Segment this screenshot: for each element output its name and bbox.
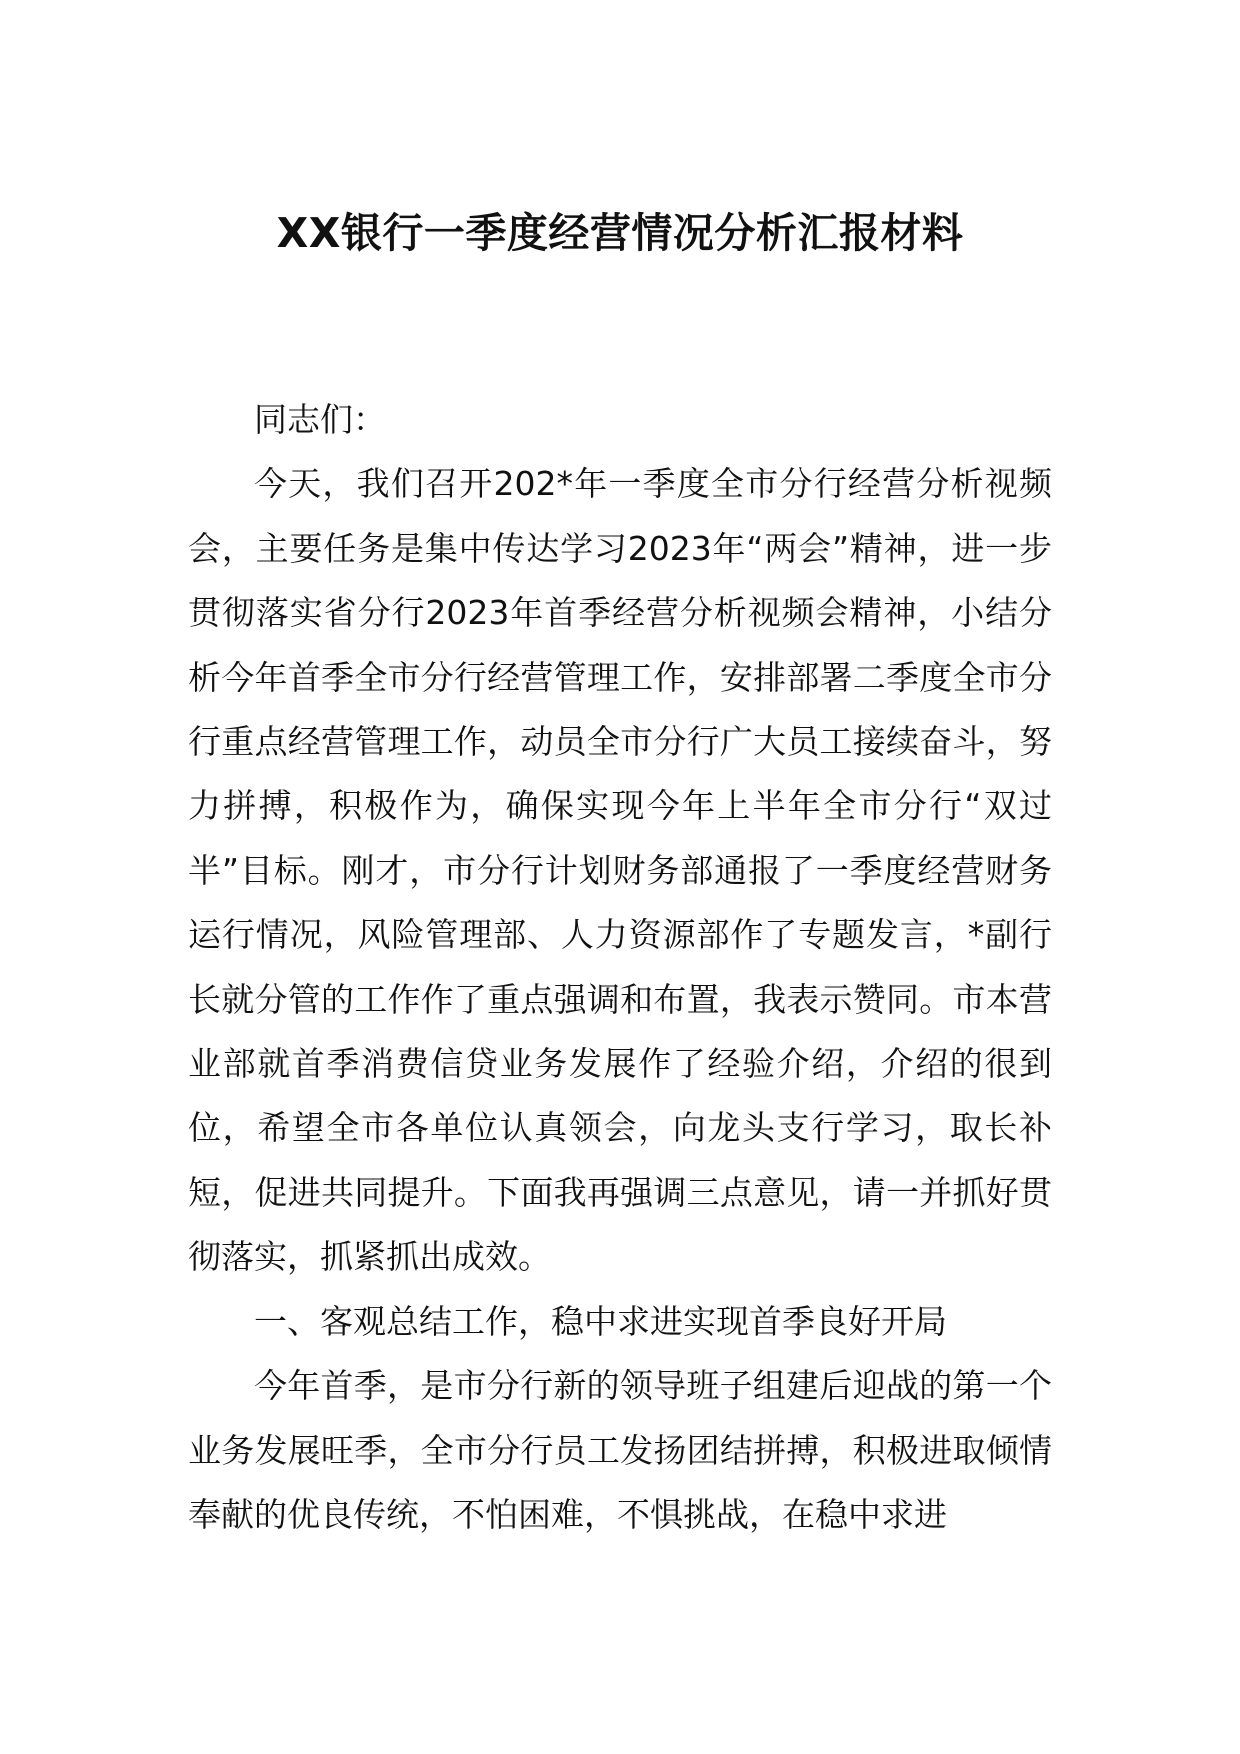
section-heading-1: 一、客观总结工作，稳中求进实现首季良好开局 [254,1301,947,1341]
document-title: XX银行一季度经营情况分析汇报材料 [276,209,964,257]
paragraph-intro: 今天，我们召开202*年一季度全市分行经营分析视频会，主要任务是集中传达学习2023年“两会”精神，进一步贯彻落实省分行2023年首季经营分析视频会精神，小结分析今年首季全市分行经营管理工作，安排部署二季度全市分行重点经营管理工作，动员全市分行广大员工接续奋斗，努力拼搏，积极作为，确保实现今年上半年全市分行“双过半”目标。刚才，市分行计划财务部通报了一季度经营财务运行情况，风险管理部、人力资源部作了专题发言，*副行长就分管的工作作了重点强调和布置，我表示赞同。市本营业部就首季消费信贷业务发展作了经验介绍，介绍的很到位，希望全市各单位认真领会，向龙头支行学习，取长补短，促进共同提升。下面我再强调三点意见，请一并抓好贯彻落实，抓紧抓出成效。 [188,464,1052,1277]
document-body [188,388,1052,1547]
paragraph-section-1: 今年首季，是市分行新的领导班子组建后迎战的第一个业务发展旺季，全市分行员工发扬团结拼搏，积极进取倾情奉献的优良传统，不怕困难，不惧挑战，在稳中求进 [188,1366,1052,1534]
salutation: 同志们： [254,400,386,439]
